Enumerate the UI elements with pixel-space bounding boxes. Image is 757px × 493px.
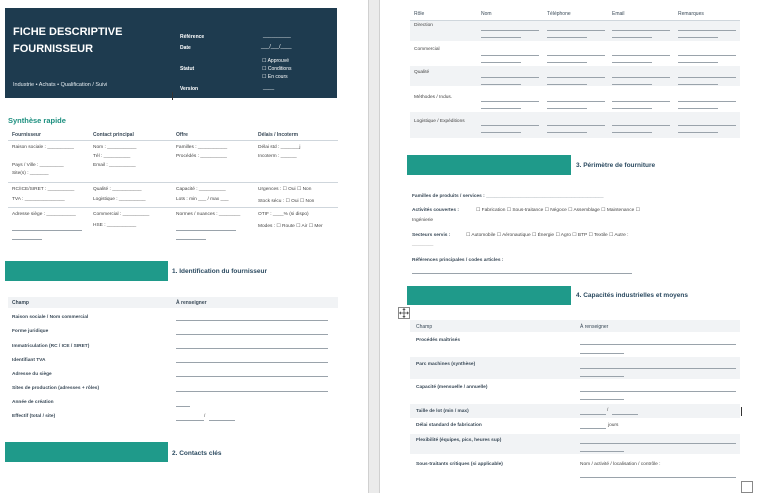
reference-field[interactable]: __________	[263, 33, 291, 39]
reference-label: Référence	[180, 34, 205, 40]
secteurs-options[interactable]: ☐ Automobile ☐ Aéronautique ☐ Énergie ☐ Agro ☐ BTP ☐ Textile ☐ Autre :	[466, 233, 629, 238]
sec1-row-label: Forme juridique	[12, 329, 49, 334]
contact-input-line[interactable]	[678, 125, 736, 126]
blank-line[interactable]	[12, 230, 82, 231]
synthese-cell[interactable]: Stock sécu : ☐ Oui ☐ Non	[258, 199, 315, 204]
synthese-cell[interactable]: Incoterm : ______	[258, 154, 297, 159]
contacts-role: Logistique / Expéditions	[414, 119, 465, 124]
sec4-input-line[interactable]	[580, 414, 606, 415]
synthese-cell[interactable]: Procédés : __________	[176, 154, 227, 159]
synthese-cell[interactable]: TVA : _______________	[12, 197, 65, 202]
contact-input-line[interactable]	[481, 62, 521, 63]
effectif-separator: /	[204, 414, 206, 419]
synthese-cell[interactable]: Site(s) : _______	[12, 171, 49, 176]
contact-input-line[interactable]	[678, 101, 736, 102]
date-field[interactable]: ___/___/____	[261, 44, 292, 50]
sec4-input-line[interactable]	[580, 353, 624, 354]
familles-field[interactable]: Familles de produits / services : ____________________________________________	[412, 194, 604, 199]
secteurs-autre-field[interactable]: ________	[412, 242, 434, 247]
sec4-row-label: Sous-traitants critiques (si applicable)	[416, 462, 503, 467]
sec1-col-champ: Champ	[12, 300, 29, 306]
synthese-cell[interactable]: Délai std : _______j	[258, 145, 301, 150]
contact-input-line[interactable]	[547, 62, 587, 63]
sec1-input-line[interactable]	[176, 320, 328, 321]
sec4-header-row	[410, 320, 740, 332]
contacts-header-remarques: Remarques	[678, 11, 704, 17]
sec1-input-line[interactable]	[176, 420, 204, 421]
sec4-input-line[interactable]	[612, 414, 638, 415]
contact-input-line[interactable]	[547, 77, 605, 78]
contact-input-line[interactable]	[481, 84, 521, 85]
activites-label: Activités couvertes :	[412, 208, 459, 213]
contact-input-line[interactable]	[547, 37, 587, 38]
blank-line[interactable]	[12, 239, 42, 240]
version-label: Version	[180, 86, 199, 92]
contact-input-line[interactable]	[678, 37, 718, 38]
contact-input-line[interactable]	[547, 101, 605, 102]
contacts-role: Commercial	[414, 47, 440, 52]
section-2-title: 2. Contacts clés	[172, 450, 222, 457]
synthese-cell[interactable]: Commercial : __________	[93, 212, 150, 217]
contact-input-line[interactable]	[612, 55, 670, 56]
sec4-row-shade	[410, 434, 740, 454]
statut-conditions[interactable]: ☐ Conditions	[262, 66, 292, 72]
sec1-header-row	[8, 297, 338, 308]
secteurs-label: Secteurs servis :	[412, 233, 451, 238]
synthese-cell[interactable]: RC/ICE/SIRET : __________	[12, 187, 75, 192]
contacts-header-email: Email	[612, 11, 625, 17]
sec4-row-label: Délai standard de fabrication	[416, 423, 482, 428]
title-line-1: FICHE DESCRIPTIVE	[13, 26, 123, 38]
sec1-row-label: Année de création	[12, 400, 54, 405]
sous-traitants-field[interactable]: Nom / activité / localisation / contrôle :	[580, 462, 661, 467]
contact-input-line[interactable]	[481, 77, 539, 78]
synthese-title: Synthèse rapide	[8, 116, 66, 125]
contact-input-line[interactable]	[547, 84, 587, 85]
sec4-input-line[interactable]	[580, 443, 736, 444]
date-label: Date	[180, 45, 191, 51]
jours-unit: jours	[608, 423, 619, 428]
sec4-input-line[interactable]	[580, 477, 736, 478]
contact-input-line[interactable]	[481, 37, 521, 38]
synthese-cell[interactable]: Email : __________	[93, 163, 136, 168]
contact-input-line[interactable]	[612, 77, 670, 78]
sec4-row-label: Taille de lot (min / max)	[416, 409, 469, 414]
contact-input-line[interactable]	[612, 30, 670, 31]
synthese-cell[interactable]: Capacité : __________	[176, 187, 226, 192]
synthese-cell[interactable]: Tél : __________	[93, 154, 131, 159]
sec4-input-line[interactable]	[580, 344, 736, 345]
sec1-row-label: Immatriculation (RC / ICE / SIRET)	[12, 344, 90, 349]
synthese-header-offre: Offre	[176, 132, 188, 138]
sec4-input-line[interactable]	[580, 399, 624, 400]
contacts-role: Direction	[414, 23, 433, 28]
contacts-role: Méthodes / Indus.	[414, 95, 453, 100]
contact-input-line[interactable]	[547, 30, 605, 31]
synthese-cell[interactable]: Urgences : ☐ Oui ☐ Non	[258, 187, 312, 192]
statut-label: Statut	[180, 66, 195, 72]
sec1-row-label: Raison sociale / Nom commercial	[12, 315, 89, 320]
synthese-cell[interactable]: Raison sociale : __________	[12, 145, 74, 150]
sec4-col-champ: Champ	[416, 324, 433, 330]
synthese-cell[interactable]: Adresse siège : ___________	[12, 212, 76, 217]
blank-line[interactable]	[176, 239, 206, 240]
section-4-bar	[407, 286, 571, 305]
document-header	[5, 8, 337, 98]
sec1-input-line[interactable]	[176, 362, 328, 363]
references-label: Références principales / codes articles :	[412, 258, 504, 263]
synthese-cell[interactable]: Qualité : ___________	[93, 187, 142, 192]
sec1-input-line[interactable]	[176, 334, 328, 335]
contact-input-line[interactable]	[612, 132, 652, 133]
contact-input-line[interactable]	[547, 125, 605, 126]
sec4-input-line[interactable]	[580, 451, 624, 452]
contact-input-line[interactable]	[678, 108, 718, 109]
contact-input-line[interactable]	[547, 132, 587, 133]
blank-line[interactable]	[176, 230, 236, 231]
sec4-row-label: Capacité (mensuelle / annuelle)	[416, 385, 488, 390]
activites-options-cont[interactable]: Ingénierie	[412, 218, 434, 223]
synthese-cell[interactable]: Nom : ___________	[93, 145, 137, 150]
contact-input-line[interactable]	[481, 132, 521, 133]
contact-input-line[interactable]	[678, 77, 736, 78]
synthese-cell[interactable]: HSE : ___________	[93, 223, 137, 228]
lot-separator: /	[607, 408, 609, 413]
synthese-header-delais: Délais / Incoterm	[258, 132, 299, 138]
move-icon[interactable]	[398, 307, 410, 319]
synthese-cell[interactable]: OTIF : ____% (si dispo)	[258, 212, 309, 217]
sec4-input-line[interactable]	[580, 368, 736, 369]
synthese-row-rule	[8, 182, 338, 183]
document-title	[13, 24, 153, 58]
references-input-line[interactable]	[412, 273, 632, 274]
sec1-input-line[interactable]	[176, 348, 328, 349]
title-line-2: FOURNISSEUR	[13, 43, 94, 55]
section-1-bar	[5, 261, 168, 281]
sec4-input-line[interactable]	[580, 428, 606, 429]
statut-en-cours[interactable]: ☐ En cours	[262, 74, 288, 80]
synthese-row-rule	[8, 207, 338, 208]
contacts-row-shade	[410, 21, 740, 41]
activites-options[interactable]: ☐ Fabrication ☐ Sous-traitance ☐ Négoce ☐ Assemblage ☐ Maintenance ☐	[476, 208, 640, 213]
contact-input-line[interactable]	[678, 84, 718, 85]
sec4-row-label: Parc machines (synthèse)	[416, 362, 476, 367]
sec1-input-line[interactable]	[176, 391, 328, 392]
contact-input-line[interactable]	[612, 101, 670, 102]
contact-input-line[interactable]	[481, 108, 521, 109]
statut-approuve[interactable]: ☐ Approuvé	[262, 58, 289, 64]
contact-input-line[interactable]	[612, 84, 652, 85]
sec4-row-label: Procédés maîtrisés	[416, 338, 460, 343]
sec1-row-label: Adresse du siège	[12, 372, 52, 377]
contact-input-line[interactable]	[547, 55, 605, 56]
contacts-role: Qualité	[414, 70, 430, 75]
text-cursor	[172, 92, 173, 100]
synthese-header-contact: Contact principal	[93, 132, 134, 138]
contacts-header-telephone: Téléphone	[547, 11, 571, 17]
text-cursor	[741, 407, 742, 416]
synthese-header-rule	[8, 140, 338, 141]
synthese-cell[interactable]: Pays / Ville : _________	[12, 163, 64, 168]
contact-input-line[interactable]	[481, 30, 539, 31]
contact-input-line[interactable]	[678, 55, 736, 56]
contacts-header-role: Rôle	[414, 11, 425, 17]
contacts-header-nom: Nom	[481, 11, 492, 17]
sec1-row-label: Sites de production (adresses + rôles)	[12, 386, 100, 391]
synthese-cell[interactable]: Normes / nuances : ________	[176, 212, 241, 217]
synthese-header-fournisseur: Fournisseur	[12, 132, 41, 138]
sec4-input-line[interactable]	[580, 376, 624, 377]
contact-input-line[interactable]	[612, 125, 670, 126]
sec1-row-label: Effectif (total / site)	[12, 414, 56, 419]
section-1-title: 1. Identification du fournisseur	[172, 268, 267, 275]
contact-input-line[interactable]	[547, 108, 587, 109]
section-4-title: 4. Capacités industrielles et moyens	[576, 292, 688, 299]
synthese-cell[interactable]: Logistique : __________	[93, 197, 146, 202]
sec1-input-line[interactable]	[176, 376, 328, 377]
contact-input-line[interactable]	[481, 125, 539, 126]
page-gutter	[368, 0, 380, 493]
contact-input-line[interactable]	[678, 62, 718, 63]
synthese-cell[interactable]: Modes : ☐ Route ☐ Air ☐ Mer	[258, 224, 323, 229]
contact-input-line[interactable]	[678, 30, 736, 31]
sec1-input-line[interactable]	[209, 420, 235, 421]
sec4-input-line[interactable]	[580, 391, 736, 392]
contact-input-line[interactable]	[481, 101, 539, 102]
resize-corner-icon[interactable]	[741, 481, 753, 493]
contact-input-line[interactable]	[481, 55, 539, 56]
document-subtitle: Industrie • Achats • Qualification / Suivi	[13, 82, 108, 88]
sec4-col-renseigner: À renseigner	[580, 324, 609, 330]
contact-input-line[interactable]	[612, 62, 652, 63]
contact-input-line[interactable]	[678, 132, 718, 133]
contact-input-line[interactable]	[612, 37, 652, 38]
contact-input-line[interactable]	[612, 108, 652, 109]
section-3-bar	[407, 155, 571, 175]
section-3-title: 3. Périmètre de fourniture	[576, 162, 656, 169]
synthese-cell[interactable]: Lots : min ___ / max ___	[176, 197, 229, 202]
version-field[interactable]: ____	[263, 85, 275, 91]
sec1-col-renseigner: À renseigner	[176, 300, 207, 306]
section-2-bar	[5, 442, 168, 462]
sec1-input-line[interactable]	[176, 406, 190, 407]
synthese-cell[interactable]: Familles : ___________	[176, 145, 228, 150]
contacts-row-shade	[410, 66, 740, 86]
sec4-row-label: Flexibilité (équipes, pics, heures sup)	[416, 438, 502, 443]
sec1-row-label: Identifiant TVA	[12, 358, 46, 363]
